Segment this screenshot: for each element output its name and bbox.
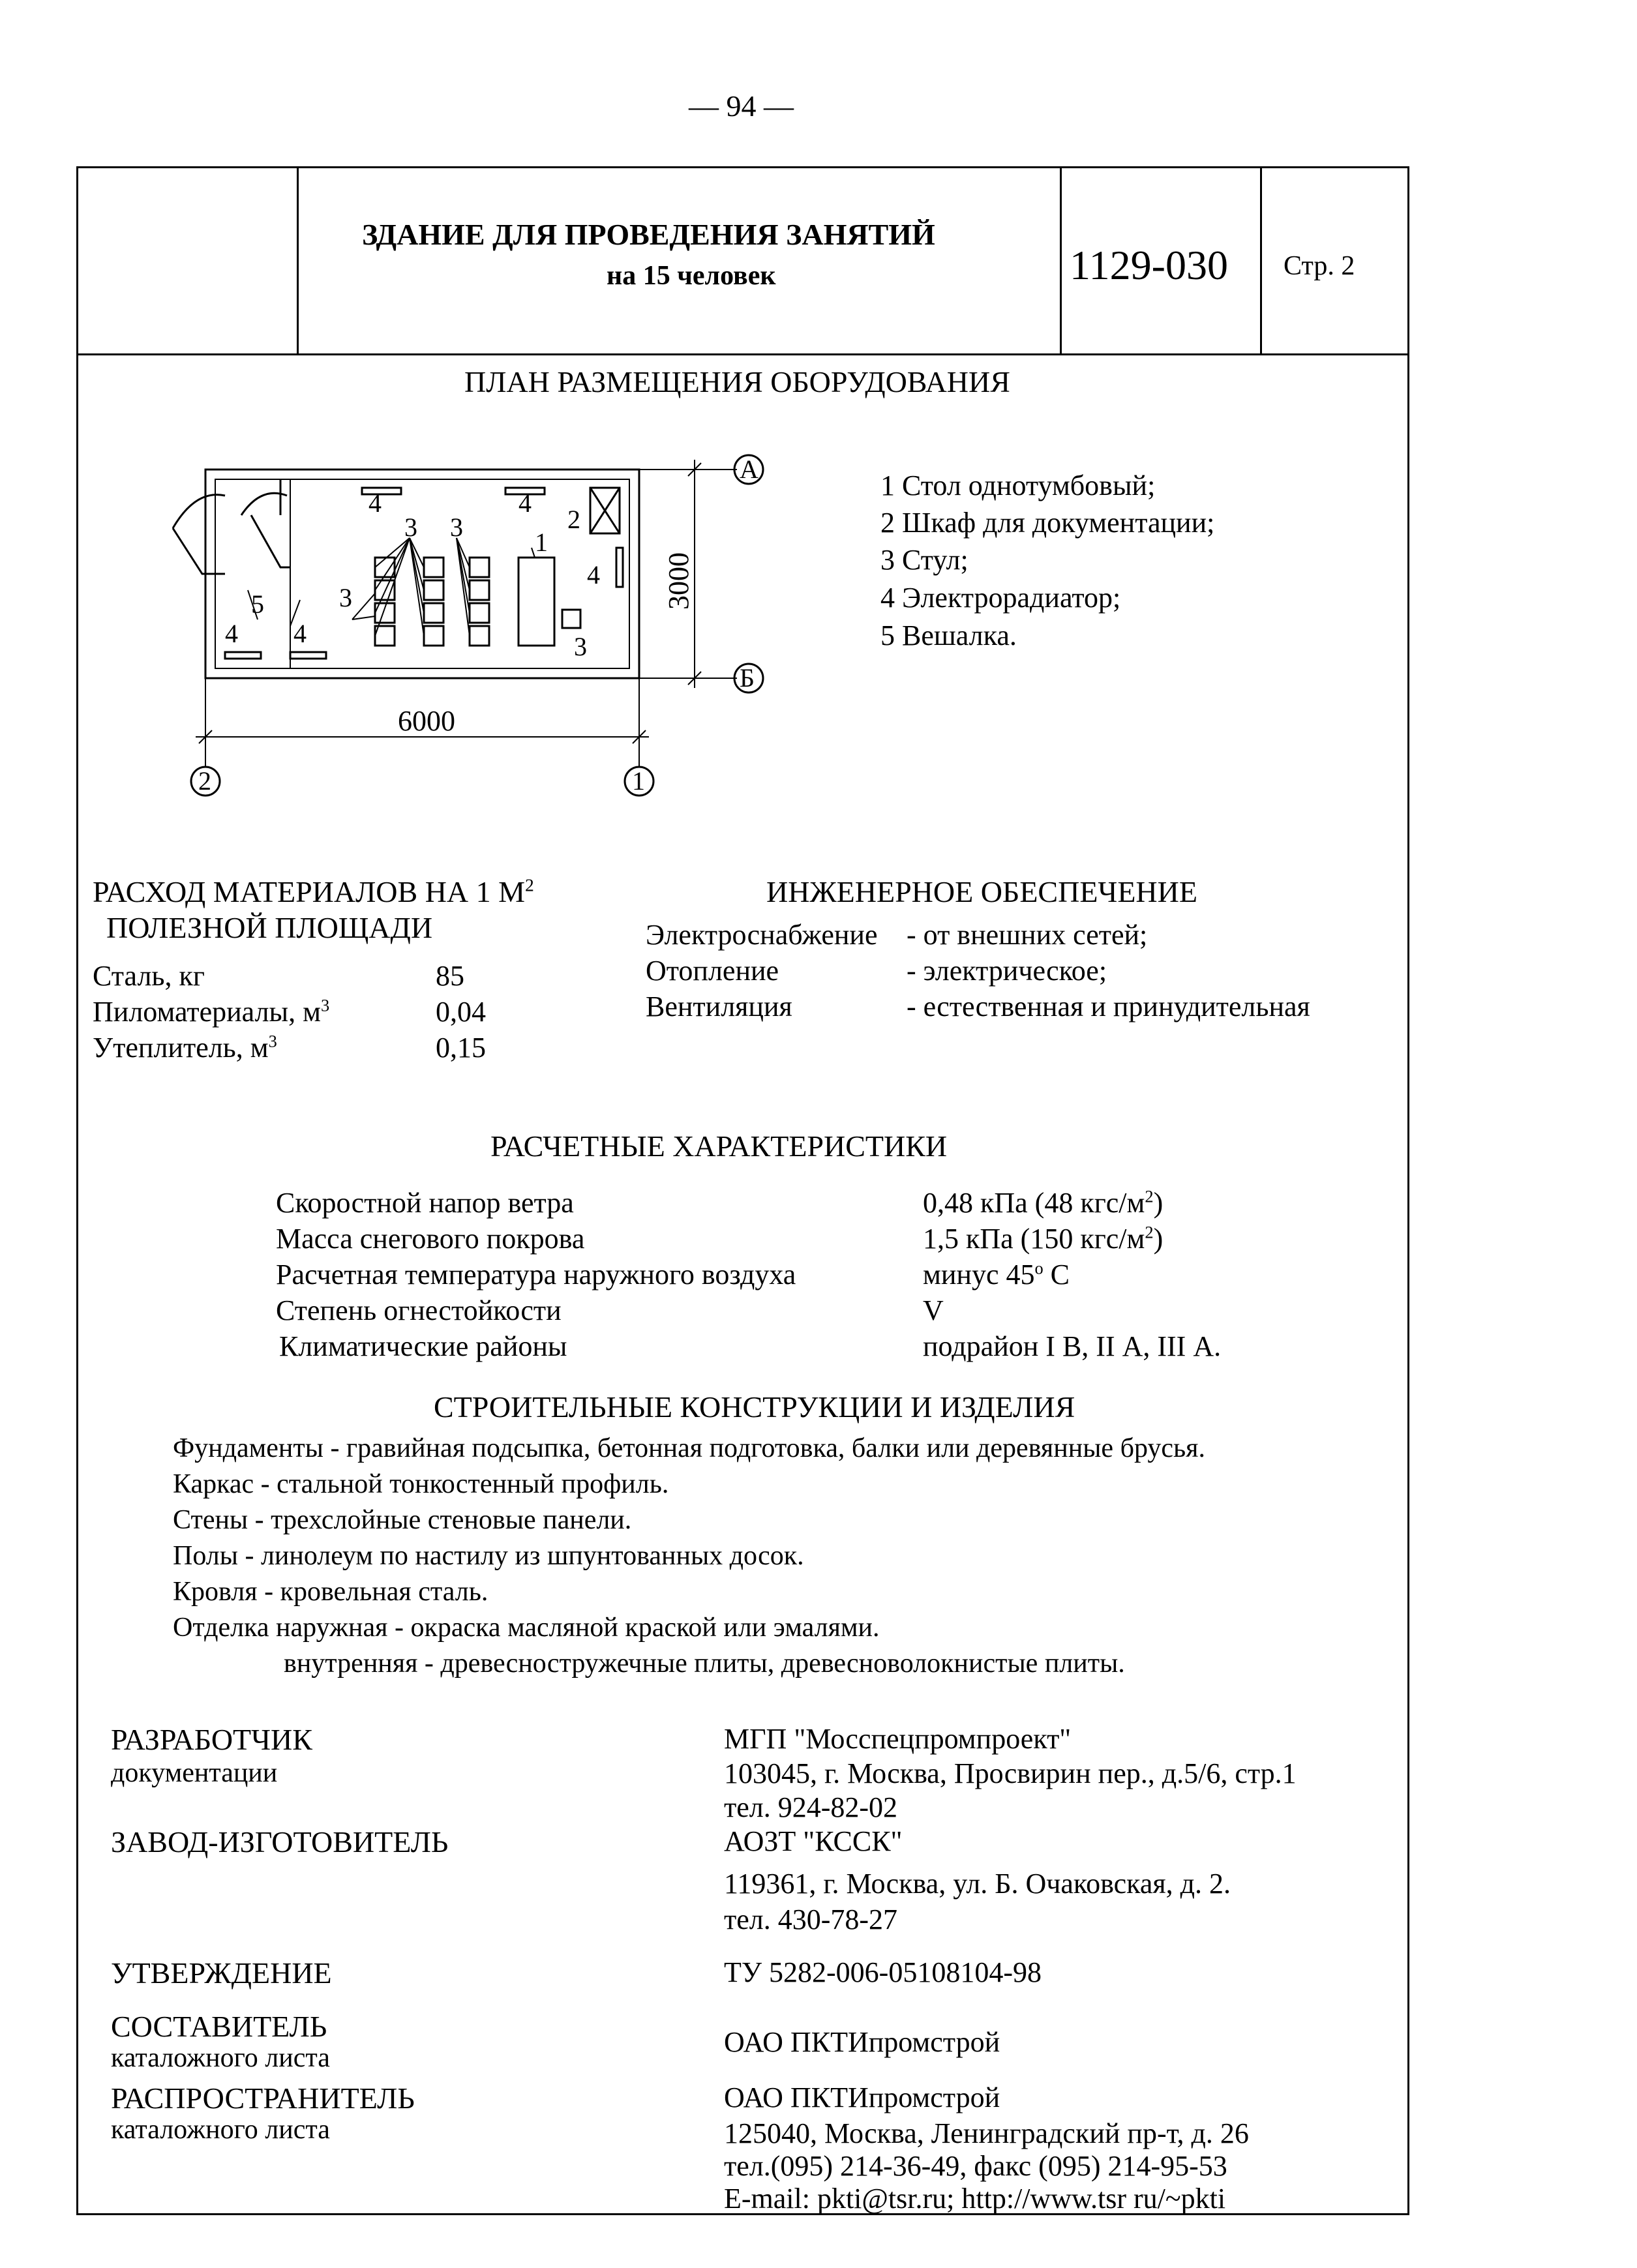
design-climate-value: подрайон I В, II А, III А. [923,1330,1222,1362]
distributor-label-sub: каталожного листа [111,2115,330,2145]
floor-plan [0,0,1637,848]
compiler-label: СОСТАВИТЕЛЬ [111,2010,327,2043]
document-title: ЗДАНИЕ ДЛЯ ПРОВЕДЕНИЯ ЗАНЯТИЙ [362,218,935,251]
construction-line-5: Кровля - кровельная сталь. [173,1577,488,1607]
distributor-phone: тел.(095) 214-36-49, факс (095) 214-95-53 [724,2150,1227,2182]
manufacturer-label: ЗАВОД-ИЗГОТОВИТЕЛЬ [111,1825,449,1858]
design-fire-value: V [923,1294,944,1326]
engineering-ventilation-name: Вентиляция [646,991,792,1022]
radiator-mark-4 [290,652,326,659]
plan-mark-4-left: 4 [368,488,382,518]
plan-mark-4-side: 4 [587,560,600,589]
construction-line-6: Отделка наружная - окраска масляной краской или эмалями. [173,1613,880,1643]
engineering-heating-name: Отопление [646,955,779,987]
plan-mark-4-right: 4 [518,488,532,518]
material-insulation-value: 0,15 [436,1032,486,1064]
approval-value: ТУ 5282-006-05108104-98 [724,1956,1042,1988]
page-number: — 94 — [689,89,794,123]
design-wind-name: Скоростной напор ветра [276,1187,574,1219]
legend-item-1: 1 Стол однотумбовый; [880,470,1156,501]
engineering-power-value: - от внешних сетей; [907,919,1148,951]
construction-line-4: Полы - линолеум по настилу из шпунтованных досок. [173,1541,804,1571]
approval-label: УТВЕРЖДЕНИЕ [111,1956,332,1990]
legend-item-4: 4 Электрорадиатор; [880,582,1121,614]
axis-b-label: Б [740,663,755,693]
width-dimension-label: 6000 [398,705,455,737]
material-steel-value: 85 [436,960,464,992]
door-leaf-inner [251,515,290,567]
design-fire-name: Степень огнестойкости [276,1294,562,1326]
plan-mark-4-bottom: 4 [293,619,307,648]
materials-title: РАСХОД МАТЕРИАЛОВ НА 1 $М^2$ [93,874,534,908]
material-lumber-value: 0,04 [436,996,486,1028]
developer-phone: тел. 924-82-02 [724,1791,898,1823]
construction-line-7: внутренняя - древесностружечные плиты, древесноволокнистые плиты. [284,1649,1125,1679]
materials-title-line2: ПОЛЕЗНОЙ ПЛОЩАДИ [106,911,433,944]
desk-chair-mark [562,610,580,628]
distributor-name: ОАО ПКТИпромстрой [724,2081,1000,2113]
design-snow-name: Масса снегового покрова [276,1223,585,1255]
chair-rows [375,558,489,646]
plan-mark-2: 2 [567,505,580,534]
plan-mark-3-c: 3 [339,583,352,612]
manufacturer-phone: тел. 430-78-27 [724,1903,898,1935]
design-snow-value: 1,5 кПа (150 кгс/$м^2$) [923,1222,1164,1255]
construction-line-3: Стены - трехслойные стеновые панели. [173,1505,632,1535]
radiator-mark-1 [362,488,401,494]
plan-mark-4-bottom-left: 4 [225,619,238,648]
developer-name: МГП "Мосспецпромпроект" [724,1723,1072,1755]
radiator-mark-5 [616,548,623,587]
compiler-value: ОАО ПКТИпромстрой [724,2026,1000,2058]
desk-mark [518,558,554,646]
axis-1-label: 1 [632,766,645,796]
catalog-code: 1129-030 [1070,242,1228,288]
distributor-web: E-mail: pkti@tsr.ru; http://www.tsr ru/~pkti [724,2183,1226,2215]
distributor-address: 125040, Москва, Ленинградский пр-т, д. 26 [724,2117,1249,2149]
engineering-ventilation-value: - естественная и принудительная [907,991,1310,1022]
engineering-heating-value: - электрическое; [907,955,1107,987]
radiator-mark-3 [225,652,261,659]
design-temperature-value: минус 45$^o$ С [923,1258,1070,1291]
plan-mark-5: 5 [251,589,264,619]
design-title: РАСЧЕТНЫЕ ХАРАКТЕРИСТИКИ [490,1129,948,1163]
plan-mark-3-b: 3 [450,513,463,542]
door-leaf-outer [173,528,225,574]
distributor-label: РАСПРОСТРАНИТЕЛЬ [111,2081,415,2115]
document-subtitle: на 15 человек [607,261,776,291]
developer-label: РАЗРАБОТЧИК [111,1723,312,1756]
construction-title: СТРОИТЕЛЬНЫЕ КОНСТРУКЦИИ И ИЗДЕЛИЯ [434,1390,1075,1424]
legend-item-2: 2 Шкаф для документации; [880,507,1215,539]
construction-line-2: Каркас - стальной тонкостенный профиль. [173,1469,669,1499]
plan-mark-3-a: 3 [404,513,417,542]
material-lumber-name: Пиломатериалы, $м^3$ [93,995,330,1028]
legend-item-5: 5 Вешалка. [880,619,1017,651]
material-insulation-name: Утеплитель, $м^3$ [93,1031,277,1064]
construction-line-1: Фундаменты - гравийная подсыпка, бетонная подготовка, балки или деревянные брусья. [173,1433,1205,1463]
developer-label-sub: документации [111,1758,278,1788]
developer-address: 103045, г. Москва, Просвирин пер., д.5/6, стр.1 [724,1757,1297,1789]
design-climate-name: Климатические районы [279,1330,567,1362]
depth-dimension-label: 3000 [663,552,695,610]
material-steel-name: Сталь, кг [93,960,205,992]
plan-title: ПЛАН РАЗМЕЩЕНИЯ ОБОРУДОВАНИЯ [464,365,1010,398]
legend-item-3: 3 Стул; [880,544,969,576]
manufacturer-name: АОЗТ "КССК" [724,1825,903,1857]
sheet-number: Стр. 2 [1284,251,1355,281]
axis-a-label: А [740,455,758,484]
engineering-title: ИНЖЕНЕРНОЕ ОБЕСПЕЧЕНИЕ [766,875,1197,908]
axis-2-label: 2 [198,766,211,796]
plan-mark-1: 1 [535,528,548,557]
design-temperature-name: Расчетная температура наружного воздуха [276,1259,796,1291]
compiler-label-sub: каталожного листа [111,2043,330,2073]
plan-mark-3-desk: 3 [574,632,587,661]
design-wind-value: 0,48 кПа (48 кгс/$м^2$) [923,1186,1164,1219]
door-swing-outer [173,495,225,528]
engineering-power-name: Электроснабжение [646,919,878,951]
manufacturer-address: 119361, г. Москва, ул. Б. Очаковская, д. 2. [724,1868,1231,1900]
